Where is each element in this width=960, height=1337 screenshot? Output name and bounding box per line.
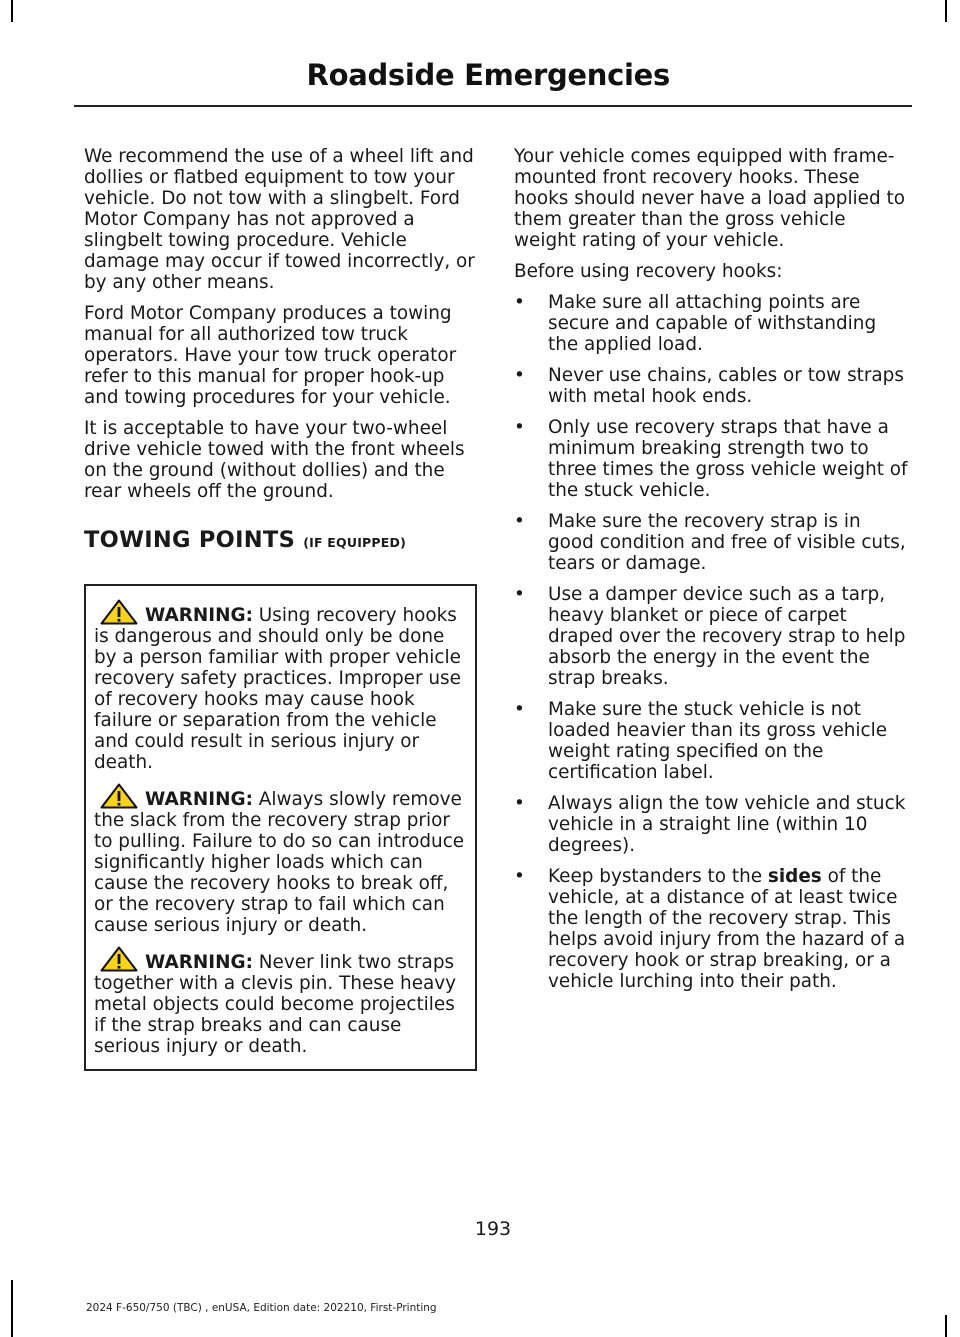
- crop-mark-top-right: [945, 0, 947, 22]
- list-intro: Before using recovery hooks:: [514, 261, 783, 282]
- list-item: [514, 511, 910, 574]
- list-item-text: Always align the tow vehicle and stuck vehicle in a straight line (within 10 degrees).: [548, 793, 906, 856]
- list-item: [514, 699, 910, 783]
- warning-item: [94, 783, 468, 936]
- warning-triangle-icon: [99, 783, 139, 809]
- list-item-emphasis: sides: [767, 866, 822, 887]
- warning-triangle-icon: [99, 599, 139, 625]
- list-item-text: Never use chains, cables or tow straps with metal hook ends.: [548, 365, 904, 407]
- footer-edition-info: 2024 F-650/750 (TBC) , enUSA, Edition date: 202210, First-Printing: [86, 1302, 437, 1314]
- bullet-icon: •: [514, 365, 525, 386]
- bullet-icon: •: [514, 417, 525, 438]
- list-item-text: Use a damper device such as a tarp, heavy blanket or piece of carpet draped over the recovery strap to help absorb the energy in the event the strap breaks.: [548, 584, 906, 689]
- header-rule: [74, 105, 912, 107]
- paragraph: Ford Motor Company produces a towing manual for all authorized tow truck operators. Have your tow truck operator refer to this manual for proper hook-up and towing procedures for your vehicle.: [84, 303, 457, 408]
- bullet-icon: •: [514, 584, 525, 605]
- warning-text: Using recovery hooks is dangerous and should only be done by a person familiar with proper vehicle recovery safety practices. Improper use of recovery hooks may cause hook failure or separation from the vehicle and could result in serious injury or death.: [94, 605, 461, 773]
- list-item-text: Make sure all attaching points are secure and capable of withstanding the applied load.: [548, 292, 877, 355]
- list-item-text: Make sure the stuck vehicle is not loaded heavier than its gross vehicle weight rating specified on the certification label.: [548, 699, 888, 783]
- warning-label: WARNING:: [145, 605, 253, 626]
- list-item: [514, 866, 910, 992]
- list-item: [514, 417, 910, 501]
- bullet-icon: •: [514, 793, 525, 814]
- section-heading-text: TOWING POINTS: [84, 527, 296, 553]
- right-column: [514, 146, 910, 1002]
- page-number: 193: [474, 1218, 512, 1240]
- bullet-icon: •: [514, 699, 525, 720]
- list-item: [514, 292, 910, 355]
- bullet-icon: •: [514, 866, 525, 887]
- warning-label: WARNING:: [145, 952, 253, 973]
- warning-item: [94, 599, 468, 773]
- bullet-list: [514, 292, 910, 992]
- warning-text: Always slowly remove the slack from the recovery strap prior to pulling. Failure to do so can introduce significantly higher loads which can cause the recovery hooks to break off, or the recovery strap to fail which can cause serious injury or death.: [94, 789, 465, 936]
- left-column: [84, 146, 478, 1071]
- bullet-icon: •: [514, 511, 525, 532]
- paragraph: We recommend the use of a wheel lift and dollies or flatbed equipment to tow your vehicle. Do not tow with a slingbelt. Ford Motor Company has not approved a slingbelt towing procedure. Vehicle damage may occur if towed incorrectly, or by any other means.: [84, 146, 475, 293]
- warning-label: WARNING:: [145, 789, 253, 810]
- crop-mark-bottom-right: [945, 1315, 947, 1337]
- bullet-icon: •: [514, 292, 525, 313]
- crop-mark-top-left: [11, 0, 13, 22]
- list-item-text: Make sure the recovery strap is in good condition and free of visible cuts, tears or damage.: [548, 511, 906, 574]
- page-title: Roadside Emergencies: [306, 58, 670, 92]
- warning-item: [94, 946, 468, 1057]
- list-item-text: Only use recovery straps that have a minimum breaking strength two to three times the gross vehicle weight of the stuck vehicle.: [548, 417, 908, 501]
- warning-text: Never link two straps together with a clevis pin. These heavy metal objects could become projectiles if the strap breaks and can cause serious injury or death.: [94, 952, 457, 1057]
- warning-triangle-icon: [99, 946, 139, 972]
- list-item: [514, 584, 910, 689]
- paragraph: Your vehicle comes equipped with frame-mounted front recovery hooks. These hooks should never have a load applied to them greater than the gross vehicle weight rating of your vehicle.: [514, 146, 905, 251]
- list-item: [514, 365, 910, 407]
- section-heading-qualifier: (IF EQUIPPED): [303, 535, 406, 550]
- list-item: [514, 793, 910, 856]
- crop-mark-bottom-left: [11, 1280, 13, 1337]
- list-item-text-before: Keep bystanders to the: [548, 866, 763, 887]
- list-item-text-after: of the vehicle, at a distance of at least twice the length of the recovery strap. This helps avoid injury from the hazard of a recovery hook or strap breaking, or a vehicle lurching into their path.: [548, 866, 906, 992]
- paragraph: It is acceptable to have your two-wheel drive vehicle towed with the front wheels on the ground (without dollies) and the rear wheels off the ground.: [84, 418, 465, 502]
- section-heading: [84, 527, 478, 553]
- warning-box: [84, 584, 477, 1071]
